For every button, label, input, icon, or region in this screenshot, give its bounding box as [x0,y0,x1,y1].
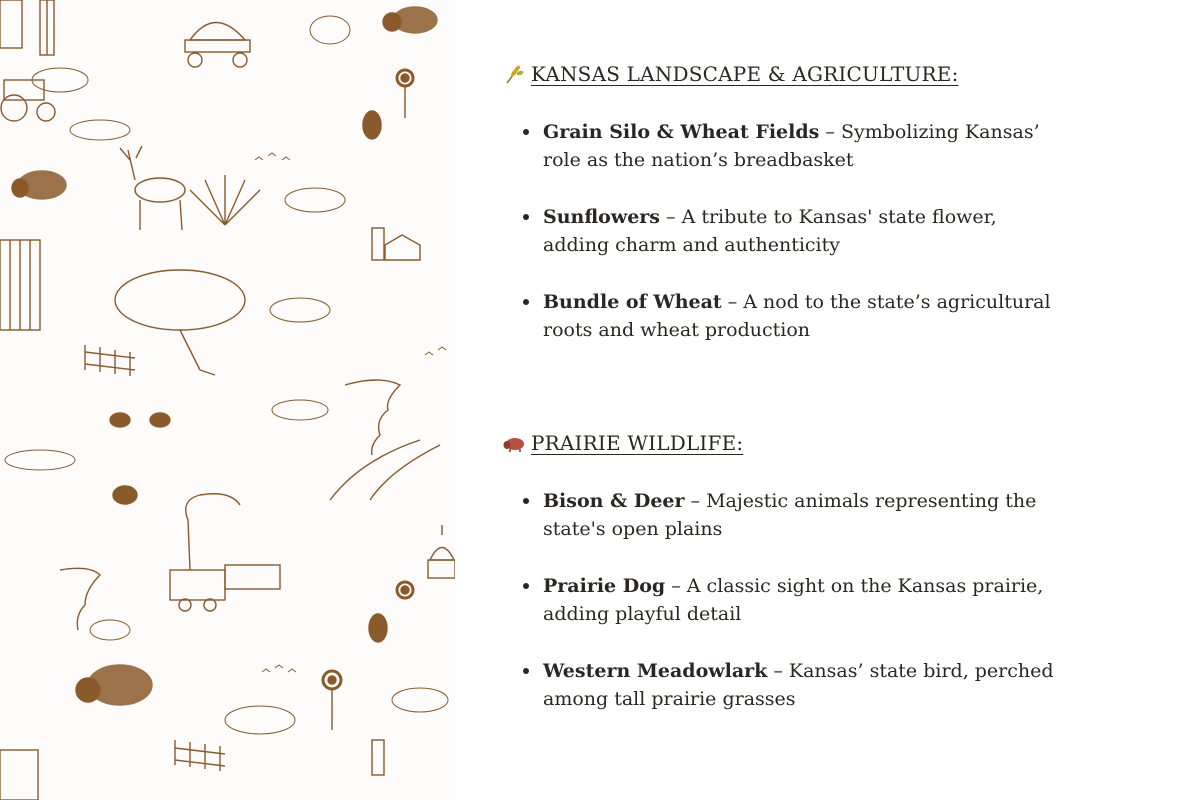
section-heading-landscape [503,62,959,86]
bison-icon [76,665,152,705]
item-term: Bison & Deer [543,490,685,512]
section-heading-text: PRAIRIE WILDLIFE: [531,431,744,455]
tree-icon [115,270,245,375]
capitol-dome-icon [428,525,455,578]
content-column [503,0,1183,800]
grain-silo-icon [0,740,384,800]
item-description: – A tribute to Kansas' state flower, adding charm and authenticity [543,206,997,256]
landscape-list [503,118,1063,373]
list-item [503,657,1063,713]
bullet-dot [523,299,529,305]
bison-icon [383,7,437,33]
meadowlark-icon [110,413,170,504]
list-item [503,487,1063,543]
item-term: Prairie Dog [543,575,666,597]
wheat-bundle-icon [190,175,260,225]
list-item [503,572,1063,628]
bison-icon [12,171,66,199]
bullet-dot [523,498,529,504]
item-term: Grain Silo & Wheat Fields [543,121,820,143]
prairie-dog-icon [363,111,387,642]
steam-train-icon [170,494,280,611]
fence-icon [85,345,225,771]
toile-pattern-panel [0,0,455,800]
bullet-dot [523,583,529,589]
grain-silo-icon [0,240,40,330]
grain-silo-icon [0,0,54,55]
list-item [503,118,1063,174]
bullet-dot [523,214,529,220]
bison-icon [503,433,525,453]
toile-illustration [0,0,455,800]
item-description: – A nod to the state’s agricultural roots and wheat production [543,291,1051,341]
bullet-dot [523,129,529,135]
item-description: – Kansas’ state bird, perched among tall prairie grasses [543,660,1054,710]
item-description: – Symbolizing Kansas’ role as the nation’s breadbasket [543,121,1040,171]
birds-icon [255,153,446,672]
item-description: – Majestic animals representing the state's open plains [543,490,1037,540]
sunflower-icon [397,70,413,118]
item-term: Sunflowers [543,206,660,228]
list-item [503,203,1063,259]
section-heading-wildlife [503,431,743,455]
bullet-dot [523,668,529,674]
section-heading-text: KANSAS LANDSCAPE & AGRICULTURE: [531,62,959,86]
road-icon [330,440,440,500]
covered-wagon-icon [185,23,250,68]
item-term: Bundle of Wheat [543,291,722,313]
barn-icon [372,228,420,260]
list-item [503,288,1063,344]
tractor-icon [1,80,55,121]
wildlife-list [503,487,1063,742]
deer-icon [120,146,185,230]
item-term: Western Meadowlark [543,660,768,682]
item-description: – A classic sight on the Kansas prairie, adding playful detail [543,575,1044,625]
wheat-icon [503,64,525,84]
